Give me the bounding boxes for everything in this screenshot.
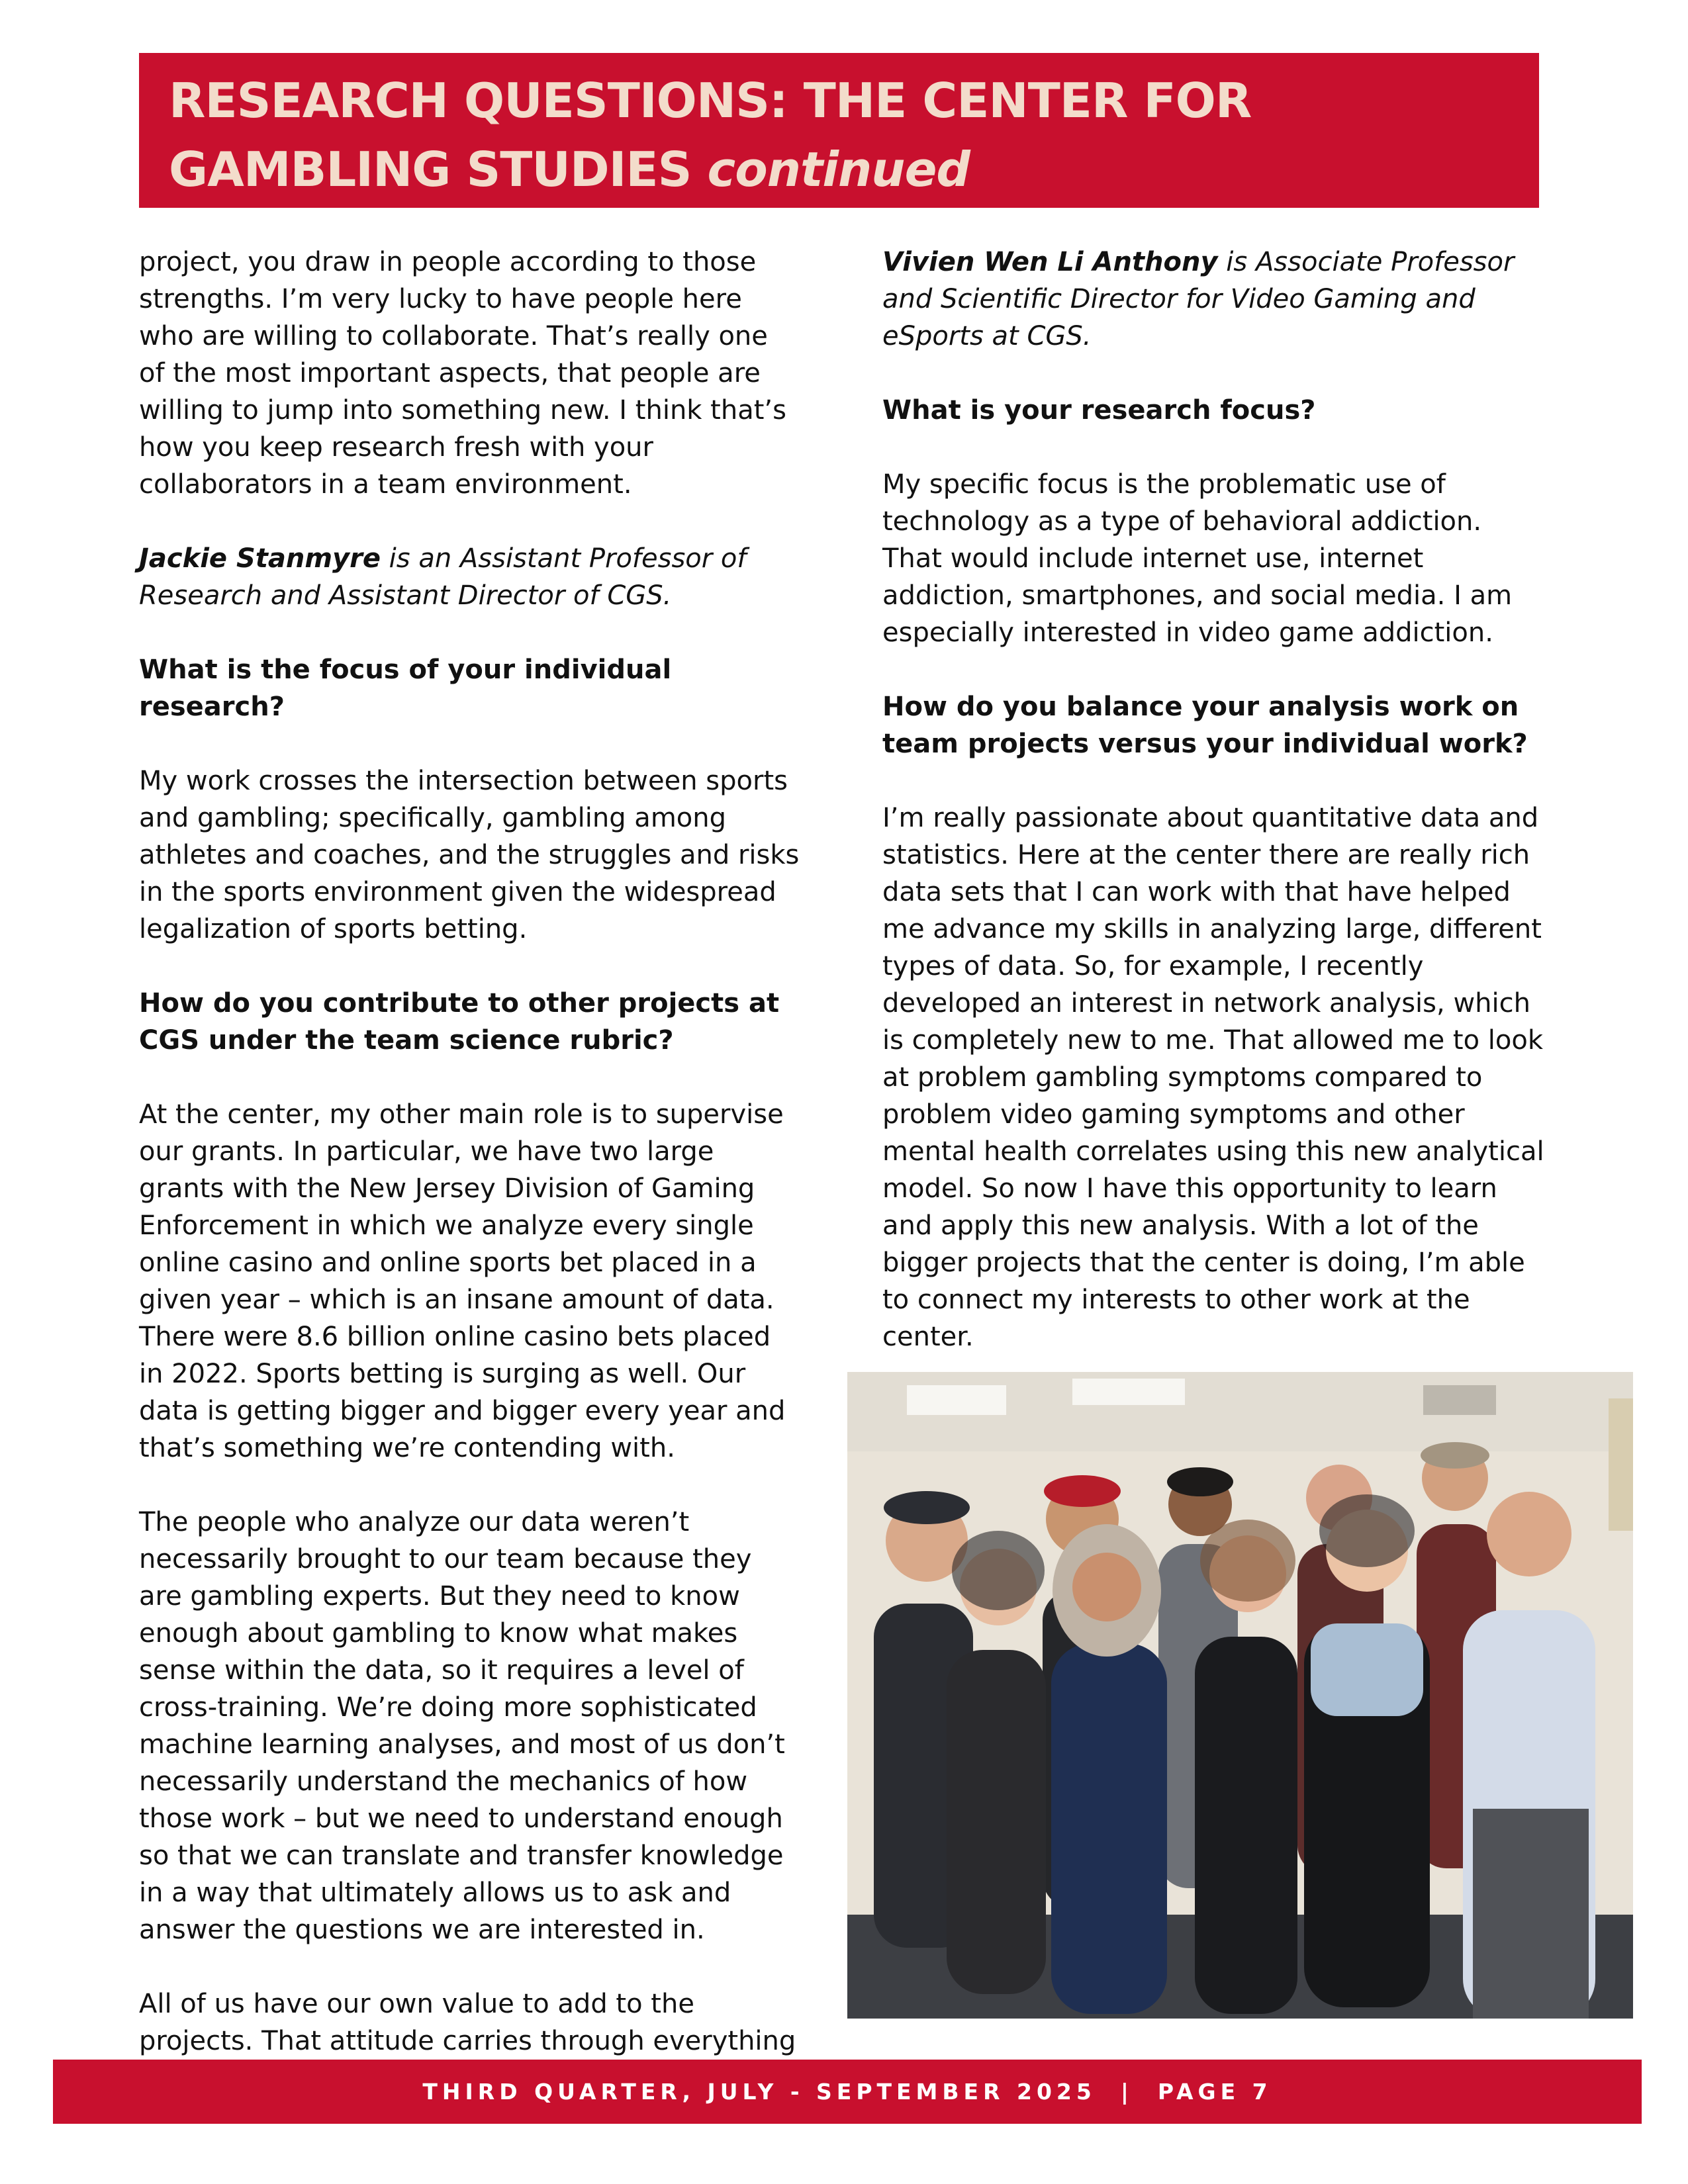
bio-text: is an Assistant Professor of Research and Assistant Director of CGS.: [139, 543, 747, 611]
answer: I’m really passionate about quantitative data and statistics. Here at the center there are really rich data sets that I can work with that have helped me advance my skills in analyzing large, different types of data. So, for example, I recently developed an interest in network analysis, which is completely new to me. That allowed me to look at problem gambling symptoms compared to problem video gaming symptoms and other mental health correlates using this new analytical model. So now I have this opportunity to learn and apply this new analysis. With a lot of the bigger projects that the center is doing, I’m able to connect my interests to other work at the center.: [882, 803, 1544, 1352]
bio-name: Vivien Wen Li Anthony: [882, 247, 1218, 277]
right-column: [882, 244, 1544, 1392]
header-banner: [139, 53, 1539, 208]
person: [1051, 1524, 1167, 2014]
question: How do you contribute to other projects at CGS under the team science rubric?: [139, 988, 780, 1056]
title-main: RESEARCH QUESTIONS: THE CENTER FOR GAMBLING STUDIES: [169, 73, 1252, 197]
question: How do you balance your analysis work on team projects versus your individual work?: [882, 692, 1528, 759]
answer: At the center, my other main role is to supervise our grants. In particular, we have two large grants with the New Jersey Division of Gaming Enforcement in which we analyze every single online casino and online sports bet placed in a given year – which is an insane amount of data. There were 8.6 billion online casino bets placed in 2022. Sports betting is surging as well. Our data is getting bigger and bigger every year and that’s something we’re contending with.: [139, 1099, 786, 1463]
answer: All of us have our own value to add to the projects. That attitude carries through everything: [139, 1989, 796, 2056]
question: What is the focus of your individual research?: [139, 655, 672, 722]
group-photo: [847, 1372, 1633, 2019]
question: What is your research focus?: [882, 395, 1316, 426]
bio-text: is Associate Professor and Scientific Director for Video Gaming and eSports at CGS.: [882, 247, 1515, 351]
bio-vivien: [882, 244, 1544, 355]
bio-name: Jackie Stanmyre: [139, 543, 381, 574]
page-title: [169, 66, 1513, 204]
answer: My specific focus is the problematic use of technology as a type of behavioral addiction. That would include internet use, internet addiction, smartphones, and social media. I am especially interested in video game addiction.: [882, 469, 1513, 648]
bio-jackie: [139, 540, 801, 614]
page-footer: [53, 2060, 1642, 2124]
answer: My work crosses the intersection between sports and gambling; specifically, gambling among athletes and coaches, and the struggles and risks in the sports environment given the widespread legalization of sports betting.: [139, 766, 800, 944]
left-column: [139, 244, 801, 2134]
paragraph: project, you draw in people according to those strengths. I’m very lucky to have people here who are willing to collaborate. That’s really one of the most important aspects, that people are willing to jump into something new. I think that’s how you keep research fresh with your collaborators in a team environment.: [139, 247, 786, 500]
footer-text: THIRD QUARTER, JULY - SEPTEMBER 2025 | PAGE 7: [422, 2079, 1272, 2105]
group-photo-illustration: [847, 1372, 1633, 2019]
answer: The people who analyze our data weren’t necessarily brought to our team because they are gambling experts. But they need to know enough about gambling to know what makes sense within the data, so it requires a level of cross-training. We’re doing more sophisticated machine learning analyses, and most of us don’t necessarily understand the mechanics of how those work – but we need to understand enough so that we can translate and transfer knowledge in a way that ultimately allows us to ask and answer the questions we are interested in.: [139, 1507, 785, 1945]
title-suffix: continued: [707, 142, 970, 197]
